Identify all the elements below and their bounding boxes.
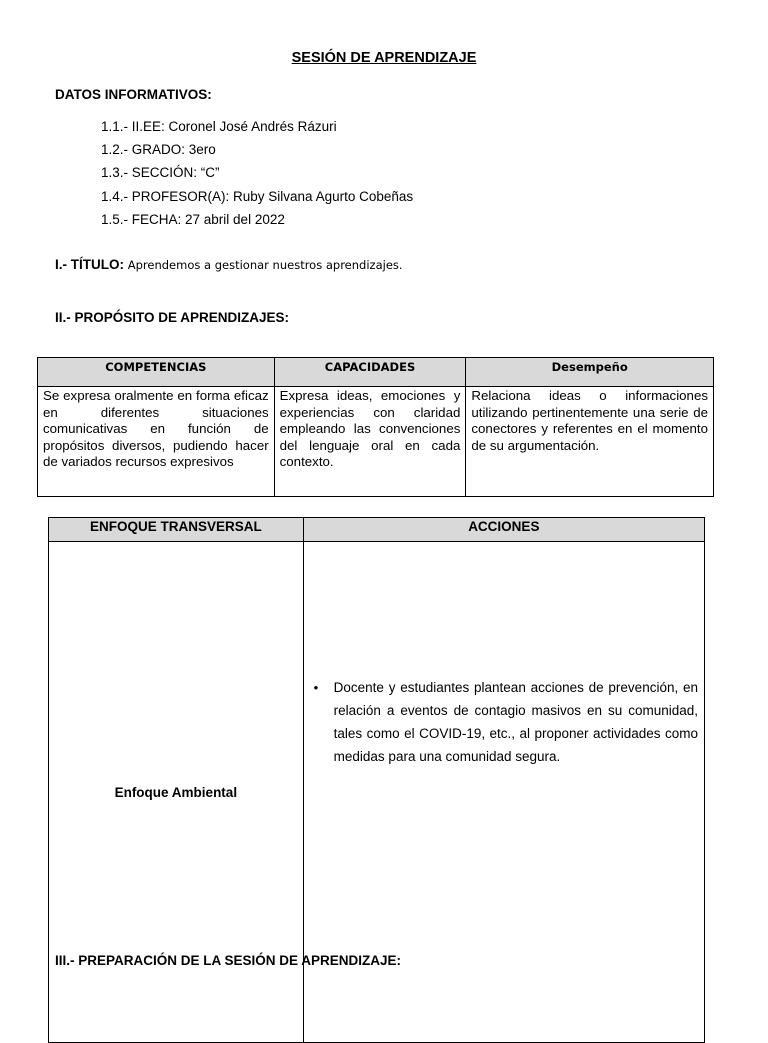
proposito-heading: II.- PROPÓSITO DE APRENDIZAJES: <box>55 310 290 325</box>
header-enfoque-transversal: ENFOQUE TRANSVERSAL <box>49 518 304 542</box>
cell-desempeno: Relaciona ideas o informaciones utilizando pertinentemente una serie de conectores y referentes en el momento de su argumentación. <box>466 387 714 497</box>
header-capacidades: CAPACIDADES <box>274 358 466 387</box>
datos-item-profesor: 1.4.- PROFESOR(A): Ruby Silvana Agurto Cobeñas <box>101 188 414 204</box>
cell-capacidad: Expresa ideas, emociones y experiencias con claridad empleando las convenciones del lenguaje oral en cada contexto. <box>274 387 466 497</box>
datos-item-grado: 1.2.- GRADO: 3ero <box>101 142 216 158</box>
document-title: SESIÓN DE APRENDIZAJE <box>291 50 477 66</box>
datos-heading: DATOS INFORMATIVOS: <box>55 87 212 102</box>
bullet-icon: • <box>313 680 319 695</box>
accion-text: Docente y estudiantes plantean acciones de prevención, en relación a eventos de contagio masivos en su comunidad, tales como el COVID-19, etc., al proponer actividades como medidas para una comunidad segura. <box>333 680 698 764</box>
header-competencias: COMPETENCIAS <box>38 358 275 387</box>
datos-item-fecha: 1.5.- FECHA: 27 abril del 2022 <box>101 211 285 227</box>
competencias-table <box>37 357 714 497</box>
enfoque-header-row <box>49 518 705 542</box>
datos-item-institucion: 1.1.- II.EE: Coronel José Andrés Rázuri <box>101 119 337 134</box>
competencias-header-row <box>38 358 714 387</box>
preparacion-heading: III.- PREPARACIÓN DE LA SESIÓN DE APRENDIZAJE: <box>55 953 402 968</box>
titulo-label: I.- TÍTULO: <box>55 257 124 272</box>
datos-item-seccion: 1.3.- SECCIÓN: “C” <box>101 165 220 181</box>
titulo-value: Aprendemos a gestionar nuestros aprendizajes. <box>127 258 403 272</box>
list-item <box>314 676 698 768</box>
cell-enfoque: Enfoque Ambiental <box>49 542 304 1043</box>
datos-list <box>101 117 413 233</box>
header-desempeno: Desempeño <box>466 358 714 387</box>
titulo-line <box>55 257 403 272</box>
header-acciones: ACCIONES <box>303 518 704 542</box>
cell-competencia: Se expresa oralmente en forma eficaz en diferentes situaciones comunicativas en función de propósitos diversos, pudiendo hacer de variados recursos expresivos <box>38 387 275 497</box>
table-row <box>38 387 714 497</box>
